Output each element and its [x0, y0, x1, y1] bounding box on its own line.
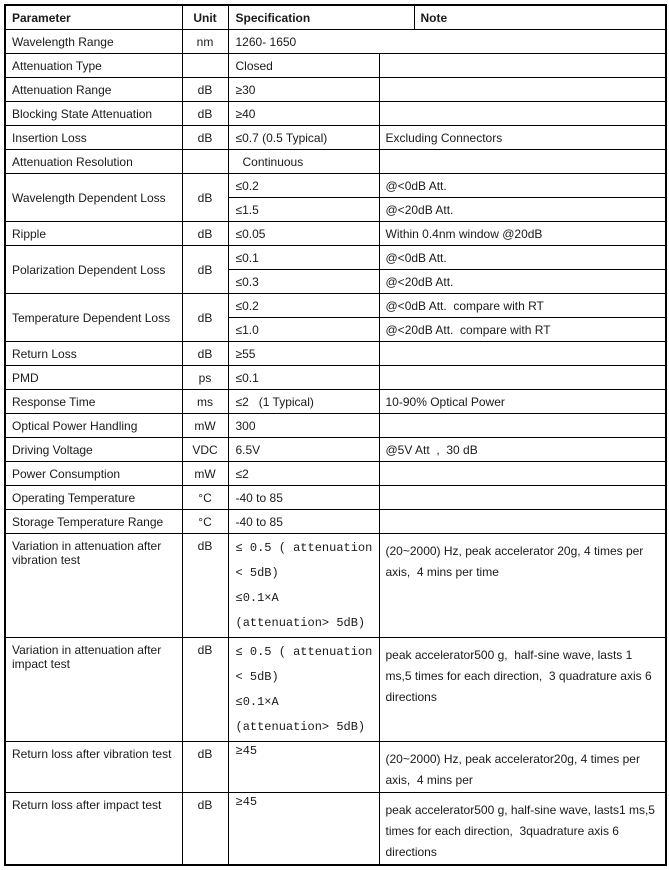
spec-cell: ≥45 — [228, 793, 379, 866]
spec-cell: Continuous — [228, 150, 379, 174]
note-cell: Excluding Connectors — [379, 126, 666, 150]
spec-cell: ≤0.7 (0.5 Typical) — [228, 126, 379, 150]
note-cell: (20~2000) Hz, peak accelerator 20g, 4 times per axis, 4 mins per time — [379, 534, 666, 638]
table-row — [5, 150, 666, 174]
unit-cell: dB — [182, 126, 228, 150]
param-cell: Wavelength Range — [5, 30, 182, 54]
spec-cell: ≤0.05 — [228, 222, 379, 246]
spec-line: ≤ 0.5 ( attenuation < 5dB) — [235, 645, 373, 684]
unit-cell: dB — [182, 638, 228, 742]
table-row — [5, 102, 666, 126]
header-specification: Specification — [228, 5, 414, 30]
spec-cell — [228, 638, 379, 742]
table-header-row — [5, 5, 666, 30]
note-cell: peak accelerator500 g, half-sine wave, lasts1 ms,5 times for each direction, 3quadrature axis 6 directions — [379, 793, 666, 866]
note-cell — [379, 414, 666, 438]
param-cell: PMD — [5, 366, 182, 390]
param-cell: Attenuation Resolution — [5, 150, 182, 174]
table-row — [5, 486, 666, 510]
spec-cell: ≤0.2 — [228, 294, 379, 318]
spec-line: ≤0.1×A (attenuation> 5dB) — [235, 695, 366, 734]
note-cell: @<20dB Att. compare with RT — [379, 318, 666, 342]
unit-cell: ms — [182, 390, 228, 414]
unit-cell: dB — [182, 793, 228, 866]
unit-cell: dB — [182, 222, 228, 246]
unit-cell — [182, 150, 228, 174]
table-row — [5, 510, 666, 534]
param-cell: Power Consumption — [5, 462, 182, 486]
param-cell: Variation in attenuation after vibration test — [5, 534, 182, 638]
spec-cell: 6.5V — [228, 438, 379, 462]
param-cell: Blocking State Attenuation — [5, 102, 182, 126]
unit-cell: dB — [182, 78, 228, 102]
unit-cell: dB — [182, 534, 228, 638]
table-row — [5, 54, 666, 78]
spec-cell: ≤0.1 — [228, 246, 379, 270]
header-unit: Unit — [182, 5, 228, 30]
spec-line: ≤ 0.5 ( attenuation < 5dB) — [235, 541, 373, 580]
table-row — [5, 742, 666, 793]
header-note: Note — [414, 5, 666, 30]
note-cell: peak accelerator500 g, half-sine wave, lasts 1 ms,5 times for each direction, 3 quadrature axis 6 directions — [379, 638, 666, 742]
spec-cell: ≥30 — [228, 78, 379, 102]
note-cell: 10-90% Optical Power — [379, 390, 666, 414]
unit-cell: dB — [182, 102, 228, 126]
param-cell: Attenuation Range — [5, 78, 182, 102]
table-row — [5, 126, 666, 150]
note-cell — [379, 462, 666, 486]
table-body — [5, 30, 666, 866]
spec-cell: ≥55 — [228, 342, 379, 366]
note-cell — [379, 342, 666, 366]
unit-cell — [182, 54, 228, 78]
param-cell: Ripple — [5, 222, 182, 246]
table-row — [5, 534, 666, 638]
table-row — [5, 793, 666, 866]
spec-cell: 1260- 1650 — [228, 30, 666, 54]
spec-cell: 300 — [228, 414, 379, 438]
param-cell: Insertion Loss — [5, 126, 182, 150]
spec-cell: ≥45 — [228, 742, 379, 793]
table-row — [5, 414, 666, 438]
spec-cell: ≥40 — [228, 102, 379, 126]
table-row — [5, 174, 666, 198]
spec-cell: ≤0.1 — [228, 366, 379, 390]
table-row — [5, 462, 666, 486]
param-cell: Attenuation Type — [5, 54, 182, 78]
note-cell — [379, 366, 666, 390]
spec-cell: -40 to 85 — [228, 486, 379, 510]
table-row — [5, 438, 666, 462]
note-cell: @5V Att , 30 dB — [379, 438, 666, 462]
unit-cell: ps — [182, 366, 228, 390]
note-cell: @<20dB Att. — [379, 198, 666, 222]
note-cell — [379, 54, 666, 78]
unit-cell: dB — [182, 246, 228, 294]
param-cell: Return loss after impact test — [5, 793, 182, 866]
spec-cell: ≤0.3 — [228, 270, 379, 294]
note-cell: @<0dB Att. — [379, 246, 666, 270]
param-cell: Operating Temperature — [5, 486, 182, 510]
spec-cell: ≤2 — [228, 462, 379, 486]
param-cell: Optical Power Handling — [5, 414, 182, 438]
spec-cell: ≤1.0 — [228, 318, 379, 342]
note-cell — [379, 486, 666, 510]
unit-cell: mW — [182, 414, 228, 438]
table-row — [5, 366, 666, 390]
unit-cell: VDC — [182, 438, 228, 462]
unit-cell: mW — [182, 462, 228, 486]
unit-cell: °C — [182, 510, 228, 534]
header-parameter: Parameter — [5, 5, 182, 30]
param-cell: Driving Voltage — [5, 438, 182, 462]
spec-line: ≤0.1×A (attenuation> 5dB) — [235, 591, 366, 630]
table-header — [5, 5, 666, 30]
param-cell: Temperature Dependent Loss — [5, 294, 182, 342]
param-cell: Wavelength Dependent Loss — [5, 174, 182, 222]
table-row — [5, 246, 666, 270]
param-cell: Variation in attenuation after impact test — [5, 638, 182, 742]
param-cell: Polarization Dependent Loss — [5, 246, 182, 294]
note-cell — [379, 78, 666, 102]
spec-cell: ≤2 (1 Typical) — [228, 390, 379, 414]
unit-cell: °C — [182, 486, 228, 510]
spec-cell: -40 to 85 — [228, 510, 379, 534]
spec-table — [4, 4, 667, 866]
table-row — [5, 294, 666, 318]
spec-cell — [228, 534, 379, 638]
unit-cell: dB — [182, 174, 228, 222]
param-cell: Return loss after vibration test — [5, 742, 182, 793]
note-cell: (20~2000) Hz, peak accelerator20g, 4 times per axis, 4 mins per — [379, 742, 666, 793]
note-cell — [379, 102, 666, 126]
table-row — [5, 78, 666, 102]
note-cell: @<0dB Att. compare with RT — [379, 294, 666, 318]
table-row — [5, 638, 666, 742]
unit-cell: dB — [182, 342, 228, 366]
note-cell — [379, 510, 666, 534]
unit-cell: dB — [182, 294, 228, 342]
param-cell: Return Loss — [5, 342, 182, 366]
unit-cell: nm — [182, 30, 228, 54]
note-cell: Within 0.4nm window @20dB — [379, 222, 666, 246]
table-row — [5, 30, 666, 54]
note-cell: @<20dB Att. — [379, 270, 666, 294]
table-row — [5, 222, 666, 246]
spec-cell: Closed — [228, 54, 379, 78]
note-cell: @<0dB Att. — [379, 174, 666, 198]
spec-cell: ≤1.5 — [228, 198, 379, 222]
table-row — [5, 390, 666, 414]
note-cell — [379, 150, 666, 174]
param-cell: Response Time — [5, 390, 182, 414]
param-cell: Storage Temperature Range — [5, 510, 182, 534]
unit-cell: dB — [182, 742, 228, 793]
spec-cell: ≤0.2 — [228, 174, 379, 198]
table-row — [5, 342, 666, 366]
